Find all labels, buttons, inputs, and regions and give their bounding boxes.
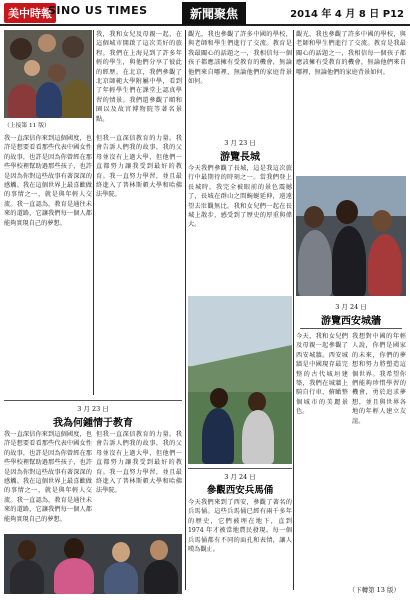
article-headline: 參觀西安兵馬俑: [206, 485, 274, 496]
article-text: 我想對中國的年輕人說，你們是國家的未來，你們的夢想和努力將塑造這個世界。我希望你們能夠珍惜學習的機會，勇於追求夢想，並且與世界各地的年輕人建立友誼。: [352, 333, 406, 425]
article-text: 今天，我和女兒們及母親一起參觀了西安城牆。西安城牆是中國現存最完整的古代城垣建築，我們在城牆上騎自行車，俯瞰整個城市的美麗景色。: [296, 333, 348, 416]
photo-children-group: [4, 30, 92, 118]
article-text: 觀光，我也參觀了許多中國的學校，與老師和學生們進行了交流。教育是我最關心的話題之一，我相信每一個孩子都應該擁有受教育的機會，無論他們來自哪裡，無論他們的家庭背景如何。: [296, 31, 406, 76]
section-title: 新聞聚焦: [182, 2, 246, 25]
article-headline: 游覽西安城牆: [321, 316, 381, 327]
photo-great-wall: [296, 176, 406, 296]
photo-classroom: [4, 534, 182, 594]
article-text: 我一直深信你來到這個國度，也許是想要看看那些代表中國女性的故事，也許是因為你曾經在那些學校裡幫助過那些孩子，也許是因為你對這些故事有著深深的感觸。我在這個世界上最喜歡做的事情之一，就是與年輕人交流。我一直認為，教育是通往未來的道路，它讓我們每一個人都能夠實現自己的夢想。: [4, 135, 92, 227]
article-date: 3 月 24 日: [224, 473, 256, 481]
article-text: 今天我們參觀了長城，這是我這次旅行中最期待的時刻之一。當我們登上長城時，我完全被眼前的景色震撼了，長城在群山之間蜿蜒延伸，遠遠望去壯觀無比。我和女兒們一起在長城上散步，感受到了歷史的厚重與偉大。: [188, 165, 292, 229]
masthead: [0, 0, 410, 26]
article-text: 我，我和女兒及母親一起，在這個城市開啟了這次美好的旅程。我們在上海見到了許多年輕的學生，與他們分享了彼此的經歷。在北京，我們參觀了北京師範大學附屬中學，看到了年輕學生們在課堂上認真學習的情景。我們還參觀了頤和園以及故宮博物院等著名景點。: [96, 31, 182, 123]
article-text: 但我一直深信教育的力量。我會告訴人們我的故事，我的父母並沒有上過大學，但他們一直都努力讓我受到最好的教育。我一直努力學習，並且最終進入了普林斯頓大學和哈佛法學院。: [96, 431, 182, 495]
article-text: 今天我們來到了西安，參觀了著名的兵馬俑。這些兵馬俑已經有兩千多年的歷史，它們被埋在地下，直到 1974 年才被當地農民發現。每一個兵馬俑都有不同的面孔和表情，讓人嘆為觀止。: [188, 499, 292, 554]
newspaper-logo: 美中時報: [4, 3, 56, 23]
photo-great-wall-landscape: [188, 296, 292, 464]
article-headline: 我為何鍾情于教育: [53, 418, 133, 429]
article-text: 但我一直深信教育的力量。我會告訴人們我的故事，我的父母並沒有上過大學，但他們一直都努力讓我受到最好的教育。我一直努力學習，並且最終進入了普林斯頓大學和哈佛法學院。: [96, 135, 182, 199]
article-date: 3 月 24 日: [335, 303, 367, 311]
article-headline: 游覽長城: [220, 152, 260, 163]
dateline: 2014 年 4 月 8 日 P12: [290, 9, 404, 20]
photo-caption: （上接第 11 版）: [4, 123, 50, 129]
continued-note: （下轉第 13 版）: [348, 586, 400, 594]
article-date: 3 月 23 日: [224, 139, 256, 147]
article-text: 觀光，我也參觀了許多中國的學校，與老師和學生們進行了交流。教育是我最關心的話題之一，我相信每一個孩子都應該擁有受教育的機會，無論他們來自哪裡，無論他們的家庭背景如何。: [188, 31, 292, 86]
article-date: 3 月 23 日: [77, 405, 109, 413]
article-text: 我一直深信你來到這個國度，也許是想要看看那些代表中國女性的故事，也許是因為你曾經在那些學校裡幫助過那些孩子，也許是因為你對這些故事有著深深的感觸。我在這個世界上最喜歡做的事情之一，就是與年輕人交流。我一直認為，教育是通往未來的道路，它讓我們每一個人都能夠實現自己的夢想。: [4, 431, 92, 523]
newspaper-brand: SINO US TIMES: [48, 4, 148, 17]
